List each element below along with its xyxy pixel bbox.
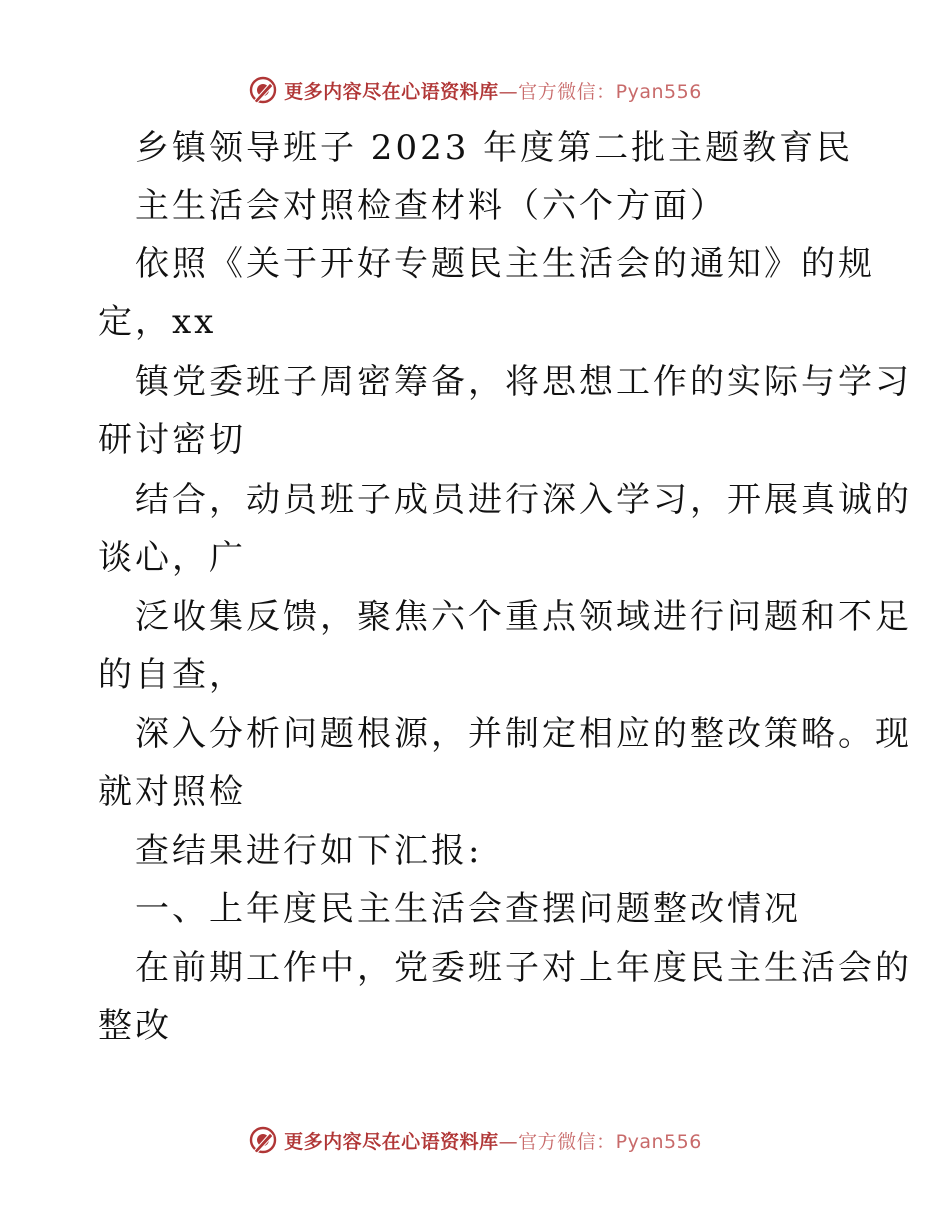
watermark-wechat: 官方微信：Pyan556 [518,1130,702,1153]
title-line-2: 主生活会对照检查材料（六个方面） [135,186,727,226]
paragraph-line: 研讨密切 [98,420,246,460]
paragraph-line: 查结果进行如下汇报: [135,831,483,871]
paragraph-line: 谈心，广 [98,538,246,578]
title-line-1: 乡镇领导班子 2023 年度第二批主题教育民 [135,128,854,168]
paragraph-line: 就对照检 [98,772,246,812]
pen-logo-icon [248,1125,278,1155]
watermark-separator: — [498,80,519,103]
paragraph-line: 在前期工作中，党委班子对上年度民主生活会的 [135,948,912,988]
watermark-separator: — [498,1130,519,1153]
paragraph-line: 镇党委班子周密筹备，将思想工作的实际与学习 [135,362,912,402]
paragraph-line: 定，xx [98,302,217,342]
watermark-brand: 更多内容尽在心语资料库 [284,1130,499,1153]
paragraph-line: 的自查， [98,655,246,695]
section-heading: 一、上年度民主生活会查摆问题整改情况 [135,889,801,929]
footer-watermark [0,1123,950,1157]
paragraph-line: 深入分析问题根源，并制定相应的整改策略。现 [135,714,912,754]
watermark-text [284,1127,702,1154]
paragraph-line: 泛收集反馈，聚焦六个重点领域进行问题和不足 [135,597,912,637]
watermark-brand: 更多内容尽在心语资料库 [284,80,499,103]
paragraph-line: 结合，动员班子成员进行深入学习，开展真诚的 [135,480,912,520]
watermark-wechat: 官方微信：Pyan556 [518,80,702,103]
paragraph-line: 依照《关于开好专题民主生活会的通知》的规 [135,244,875,284]
paragraph-line: 整改 [98,1006,172,1046]
